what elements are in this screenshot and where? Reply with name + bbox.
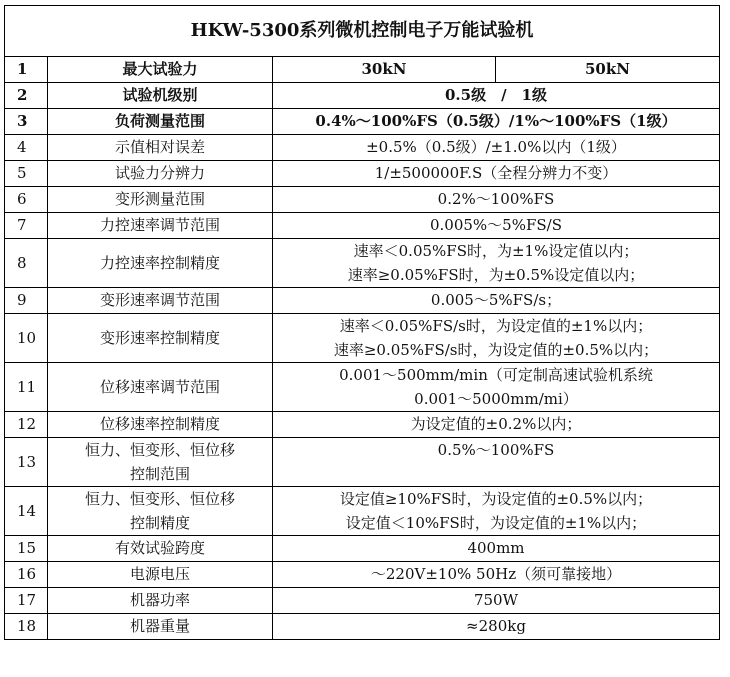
row-value <box>273 363 720 412</box>
table-row <box>5 614 720 640</box>
row-value-line: 0.001～500mm/min（可定制高速试验机系统 <box>339 366 653 384</box>
row-value: 0.4%～100%FS（0.5级）/1%～100%FS（1级） <box>273 109 720 135</box>
row-value: 0.5级 / 1级 <box>273 83 720 109</box>
spec-table <box>4 5 720 640</box>
row-value <box>273 487 720 536</box>
row-number: 10 <box>5 314 48 363</box>
table-row <box>5 288 720 314</box>
row-number: 9 <box>5 288 48 314</box>
row-value: 400mm <box>273 536 720 562</box>
table-row <box>5 412 720 438</box>
row-label: 电源电压 <box>48 562 273 588</box>
row-value: ±0.5%（0.5级）/±1.0%以内（1级） <box>273 135 720 161</box>
row-number: 14 <box>5 487 48 536</box>
row-number: 12 <box>5 412 48 438</box>
table-row <box>5 239 720 288</box>
row-value-line: 速率≥0.05%FS/s时，为设定值的±0.5%以内； <box>333 341 659 359</box>
row-label: 最大试验力 <box>48 57 273 83</box>
row-label: 示值相对误差 <box>48 135 273 161</box>
table-row <box>5 314 720 363</box>
table-row <box>5 135 720 161</box>
row-label: 位移速率调节范围 <box>48 363 273 412</box>
row-label <box>48 487 273 536</box>
row-label: 负荷测量范围 <box>48 109 273 135</box>
table-row <box>5 562 720 588</box>
spec-table-container <box>4 5 720 640</box>
row-number: 3 <box>5 109 48 135</box>
row-value: 750W <box>273 588 720 614</box>
row-value: 1/±500000F.S（全程分辨力不变） <box>273 161 720 187</box>
row-label: 变形速率控制精度 <box>48 314 273 363</box>
table-row <box>5 187 720 213</box>
row-label <box>48 438 273 487</box>
row-value: ～220V±10% 50Hz（须可靠接地） <box>273 562 720 588</box>
row-value-line: 0.001～5000mm/mi） <box>414 390 578 408</box>
row-label: 力控速率控制精度 <box>48 239 273 288</box>
row-value-50kn: 50kN <box>496 57 720 83</box>
row-label: 力控速率调节范围 <box>48 213 273 239</box>
row-value: 0.5%～100%FS <box>273 438 720 487</box>
table-row <box>5 588 720 614</box>
row-number: 13 <box>5 438 48 487</box>
row-number: 7 <box>5 213 48 239</box>
row-value-line: 设定值＜10%FS时，为设定值的±1%以内； <box>345 514 647 532</box>
row-value: 0.005～5%FS/s； <box>273 288 720 314</box>
table-row <box>5 161 720 187</box>
row-value: 为设定值的±0.2%以内； <box>273 412 720 438</box>
row-label: 机器功率 <box>48 588 273 614</box>
row-label: 试验机级别 <box>48 83 273 109</box>
table-row <box>5 363 720 412</box>
row-value <box>273 239 720 288</box>
row-value: 0.2%～100%FS <box>273 187 720 213</box>
row-label: 变形测量范围 <box>48 187 273 213</box>
row-label-line: 控制精度 <box>129 514 190 532</box>
row-label: 位移速率控制精度 <box>48 412 273 438</box>
row-value-line: 设定值≥10%FS时，为设定值的±0.5%以内； <box>339 490 653 508</box>
row-number: 1 <box>5 57 48 83</box>
row-number: 5 <box>5 161 48 187</box>
row-label: 有效试验跨度 <box>48 536 273 562</box>
row-value: 0.005%～5%FS/S <box>273 213 720 239</box>
row-number: 2 <box>5 83 48 109</box>
row-number: 18 <box>5 614 48 640</box>
table-row <box>5 83 720 109</box>
table-row <box>5 213 720 239</box>
row-value-line: 速率＜0.05%FS时，为±1%设定值以内； <box>353 242 639 260</box>
row-number: 4 <box>5 135 48 161</box>
row-value-30kn: 30kN <box>273 57 496 83</box>
table-row <box>5 536 720 562</box>
row-number: 8 <box>5 239 48 288</box>
row-number: 15 <box>5 536 48 562</box>
row-value-line: 速率≥0.05%FS时，为±0.5%设定值以内； <box>347 266 645 284</box>
row-number: 6 <box>5 187 48 213</box>
table-row <box>5 109 720 135</box>
row-label: 变形速率调节范围 <box>48 288 273 314</box>
row-label-line: 恒力、恒变形、恒位移 <box>84 490 235 508</box>
row-number: 11 <box>5 363 48 412</box>
row-value <box>273 314 720 363</box>
row-label: 机器重量 <box>48 614 273 640</box>
row-value-line: 速率＜0.05%FS/s时，为设定值的±1%以内； <box>339 317 653 335</box>
row-label-line: 恒力、恒变形、恒位移 <box>84 441 235 459</box>
table-row <box>5 438 720 487</box>
table-row <box>5 57 720 83</box>
table-row <box>5 487 720 536</box>
row-number: 16 <box>5 562 48 588</box>
row-number: 17 <box>5 588 48 614</box>
row-label: 试验力分辨力 <box>48 161 273 187</box>
row-value: ≈280kg <box>273 614 720 640</box>
title-row <box>5 6 720 57</box>
table-title: HKW-5300系列微机控制电子万能试验机 <box>5 6 720 57</box>
row-label-line: 控制范围 <box>129 465 190 483</box>
